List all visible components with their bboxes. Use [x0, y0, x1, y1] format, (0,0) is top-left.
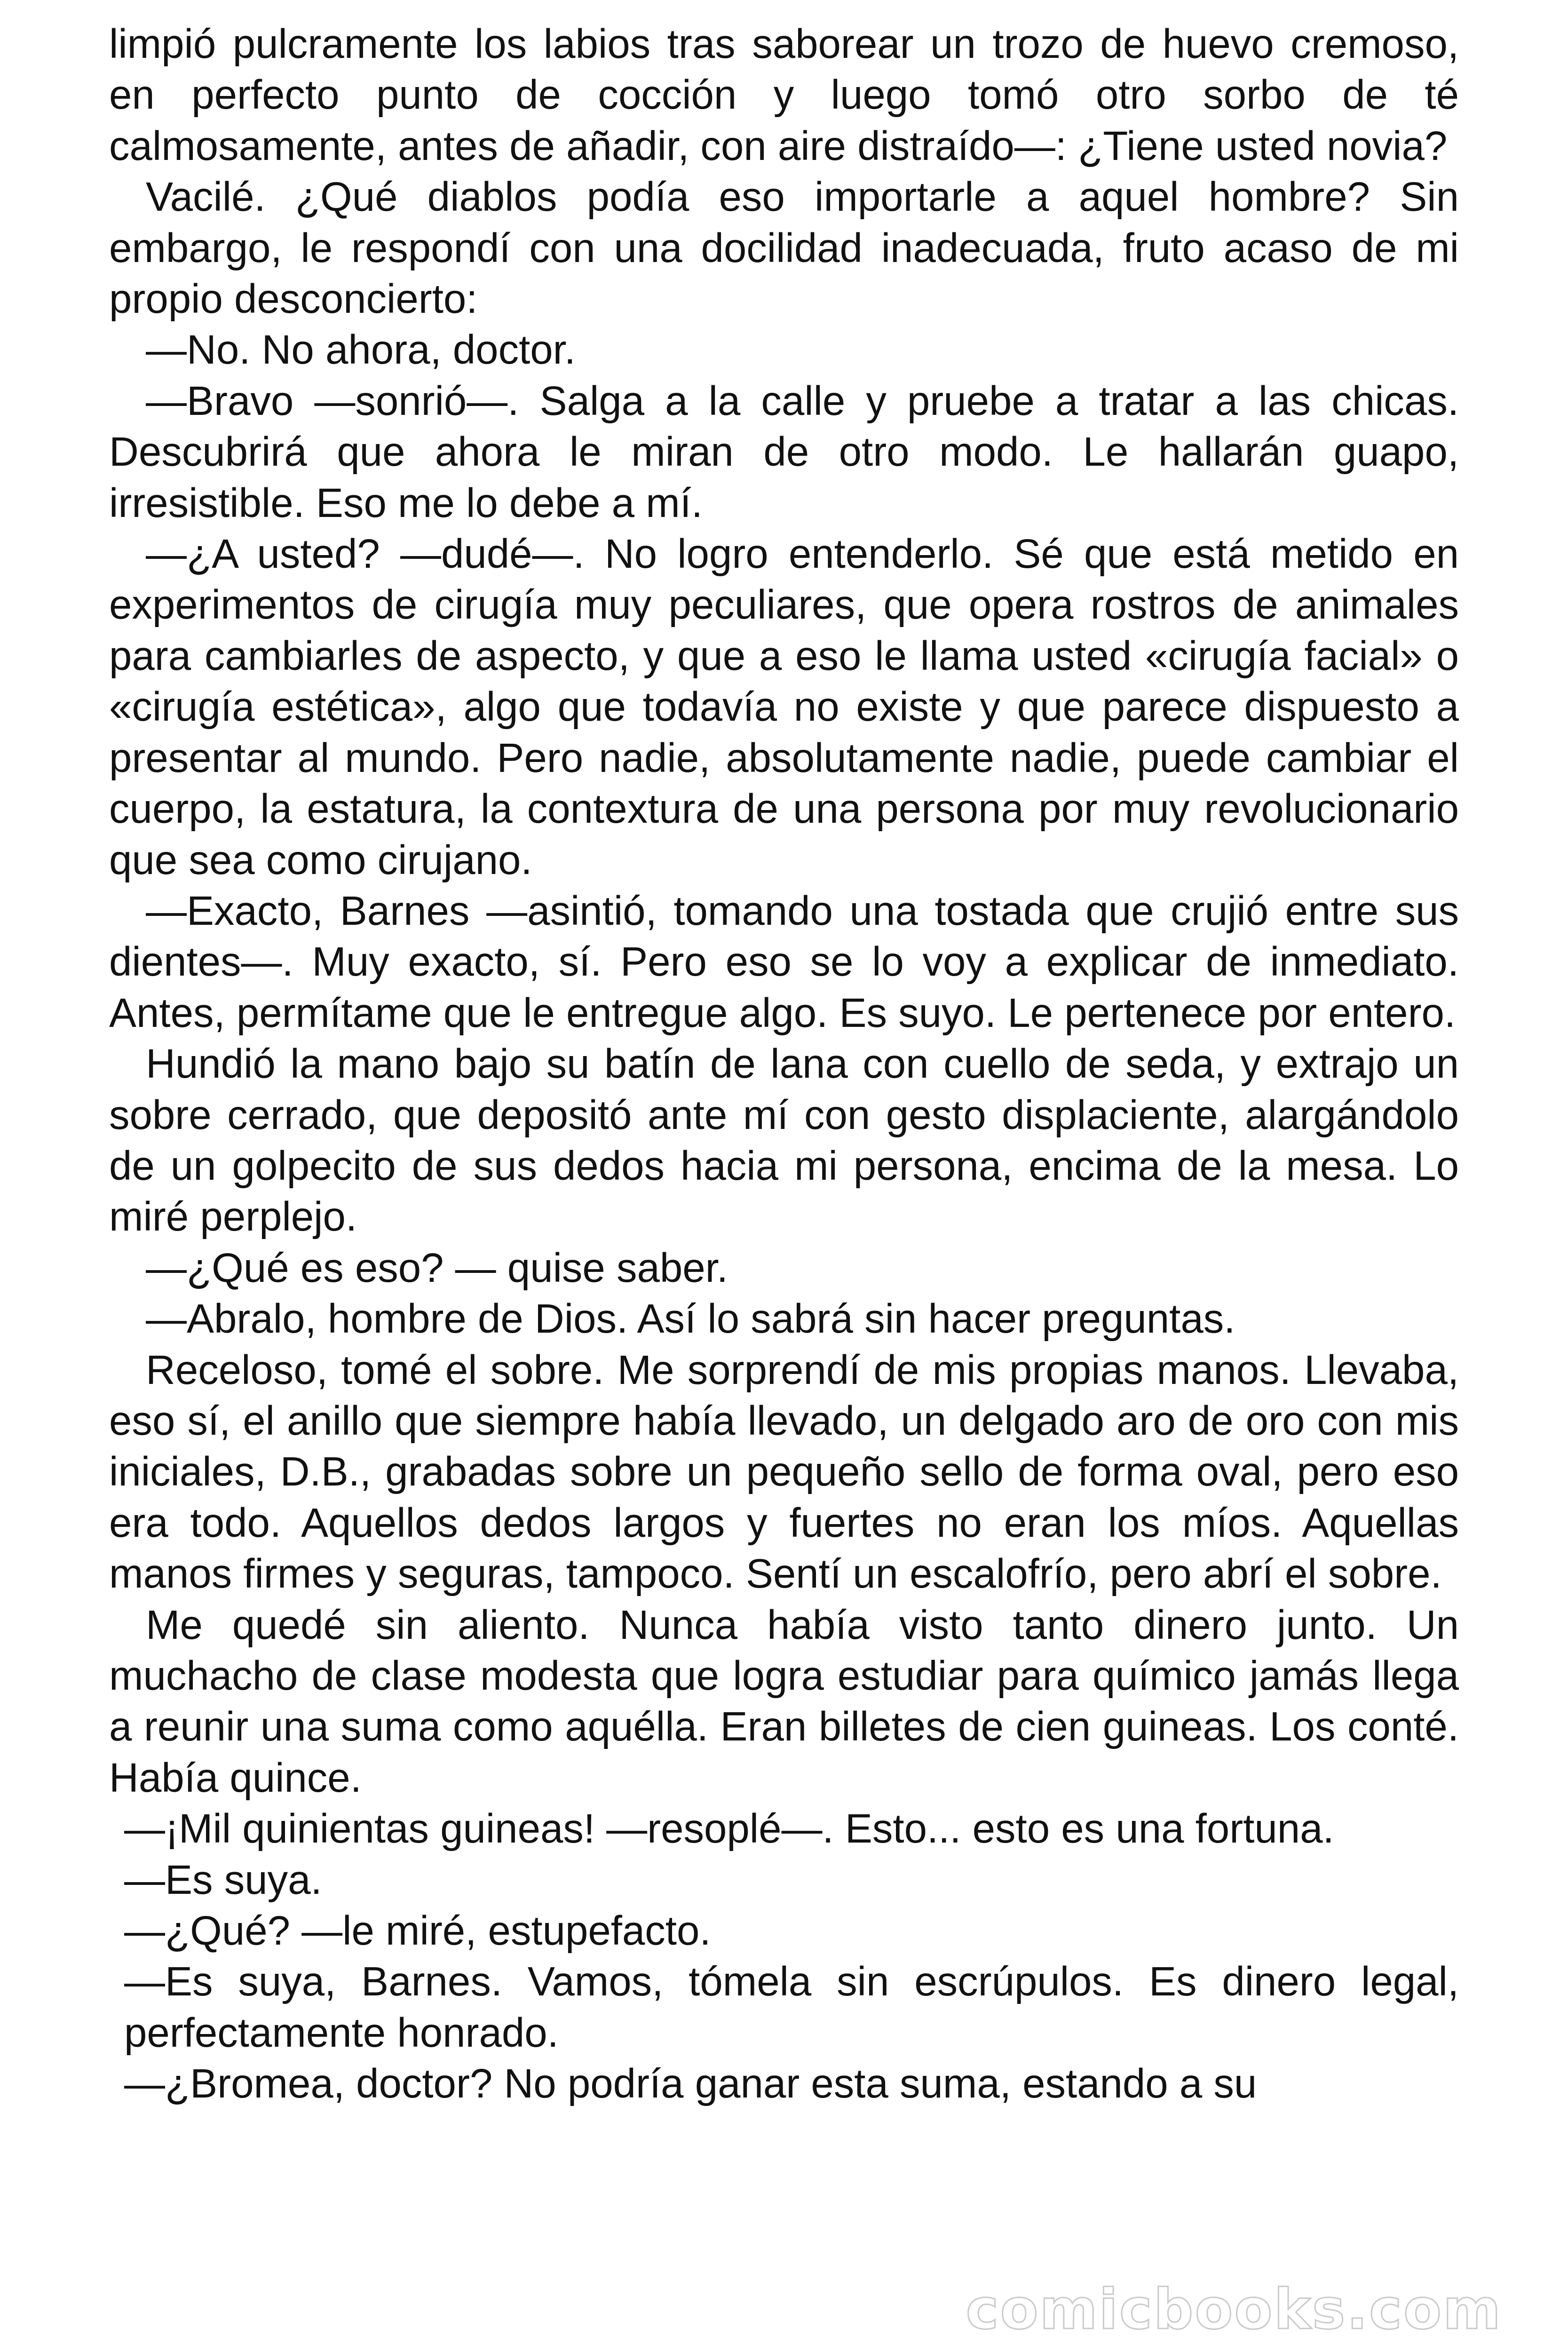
dialogue-line: —Es suya, Barnes. Vamos, tómela sin escrúpulos. Es dinero legal, perfectamente honrado. [124, 1959, 1459, 2056]
dialogue-line: —¡Mil quinientas guineas! —resoplé—. Esto... esto es una fortuna. [124, 1806, 1334, 1852]
paragraph: Hundió la mano bajo su batín de lana con cuello de seda, y extrajo un sobre cerrado, que depositó ante mí con gesto displaciente, alargándolo de un golpecito de sus dedos hacia mi persona, encima de la mesa. Lo miré perplejo. [109, 1041, 1459, 1240]
dialogue-line: —¿Qué es eso? — quise saber. [146, 1245, 728, 1291]
dialogue-line: —¿Qué? —le miré, estupefacto. [124, 1908, 711, 1954]
paragraph-continued: limpió pulcramente los labios tras saborear un trozo de huevo cremoso, en perfecto punto de cocción y luego tomó otro sorbo de té calmosamente, antes de añadir, con aire distraído—: ¿Tiene usted novia? [109, 21, 1459, 169]
dialogue-line: —¿A usted? —dudé—. No logro entenderlo. Sé que está metido en experimentos de cirugía muy peculiares, que opera rostros de animales para cambiarles de aspecto, y que a eso le llama usted «cirugía facial» o «cirugía estética», algo que todavía no existe y que parece dispuesto a presentar al mundo. Pero nadie, absolutamente nadie, puede cambiar el cuerpo, la estatura, la contextura de una persona por muy revolucionario que sea como cirujano. [109, 531, 1459, 883]
dialogue-line: —Abralo, hombre de Dios. Así lo sabrá sin hacer preguntas. [146, 1296, 1235, 1342]
paragraph: Receloso, tomé el sobre. Me sorprendí de mis propias manos. Llevaba, eso sí, el anillo que siempre había llevado, un delgado aro de oro con mis iniciales, D.B., grabadas sobre un pequeño sello de forma oval, pero eso era todo. Aquellos dedos largos y fuertes no eran los míos. Aquellas manos firmes y seguras, tampoco. Sentí un escalofrío, pero abrí el sobre. [109, 1347, 1459, 1597]
paragraph: Vacilé. ¿Qué diablos podía eso importarle a aquel hombre? Sin embargo, le respondí con una docilidad inadecuada, fruto acaso de mi propio desconcierto: [109, 174, 1459, 322]
body-text [109, 19, 1459, 2110]
watermark-logo: comicbooks.com [966, 2277, 1502, 2342]
paragraph: Me quedé sin aliento. Nunca había visto tanto dinero junto. Un muchacho de clase modesta que logra estudiar para químico jamás llega a reunir una suma como aquélla. Eran billetes de cien guineas. Los conté. Había quince. [109, 1602, 1459, 1801]
dialogue-line: —Bravo —sonrió—. Salga a la calle y pruebe a tratar a las chicas. Descubrirá que ahora le miran de otro modo. Le hallarán guapo, irresistible. Eso me lo debe a mí. [109, 378, 1459, 526]
dialogue-line: —Exacto, Barnes —asintió, tomando una tostada que crujió entre sus dientes—. Muy exacto, sí. Pero eso se lo voy a explicar de inmediato. Antes, permítame que le entregue algo. Es suyo. Le pertenece por entero. [109, 888, 1459, 1036]
dialogue-line: —Es suya. [124, 1857, 322, 1903]
dialogue-line: —¿Bromea, doctor? No podría ganar esta suma, estando a su [124, 2061, 1257, 2107]
dialogue-line: —No. No ahora, doctor. [146, 327, 576, 373]
